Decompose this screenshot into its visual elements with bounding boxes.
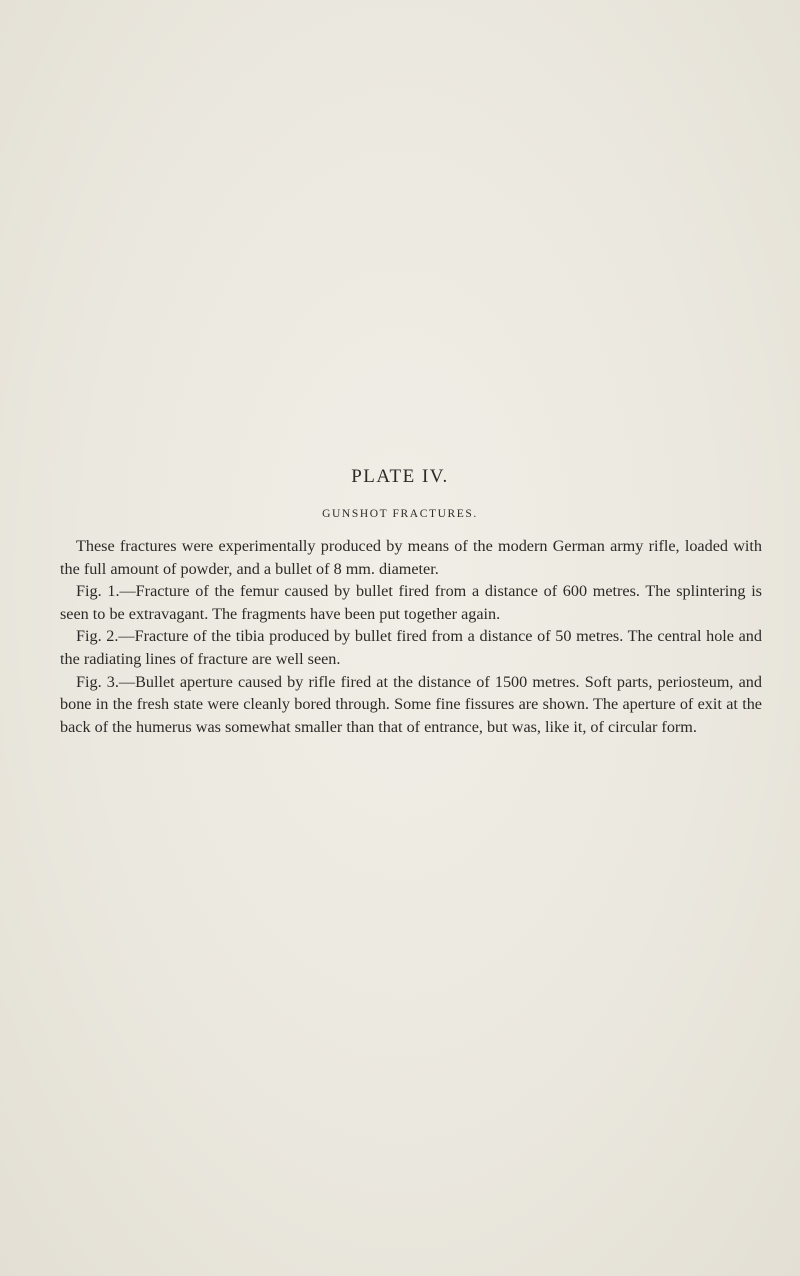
intro-paragraph: These fractures were experimentally produced by means of the modern German army rifle, loaded with the full amount of powder, and a bullet of 8 mm. diameter. xyxy=(60,537,762,578)
plate-title: PLATE IV. xyxy=(351,466,449,487)
fig-2-caption: Fig. 2.—Fracture of the tibia produced by bullet fired from a distance of 50 metres. The central hole and the radiating lines of fracture are well seen. xyxy=(60,627,762,668)
plate-description xyxy=(60,535,762,738)
fig-3-caption: Fig. 3.—Bullet aperture caused by rifle fired at the distance of 1500 metres. Soft parts, periosteum, and bone in the fresh state were cleanly bored through. Some fine fissures are shown. The aperture of exit at the back of the humerus was somewhat smaller than that of entrance, but was, like it, of circular form. xyxy=(60,672,762,736)
plate-subtitle: GUNSHOT FRACTURES. xyxy=(322,508,478,520)
fig-1-caption: Fig. 1.—Fracture of the femur caused by bullet fired from a distance of 600 metres. The splintering is seen to be extravagant. The fragments have been put together again. xyxy=(60,582,762,623)
